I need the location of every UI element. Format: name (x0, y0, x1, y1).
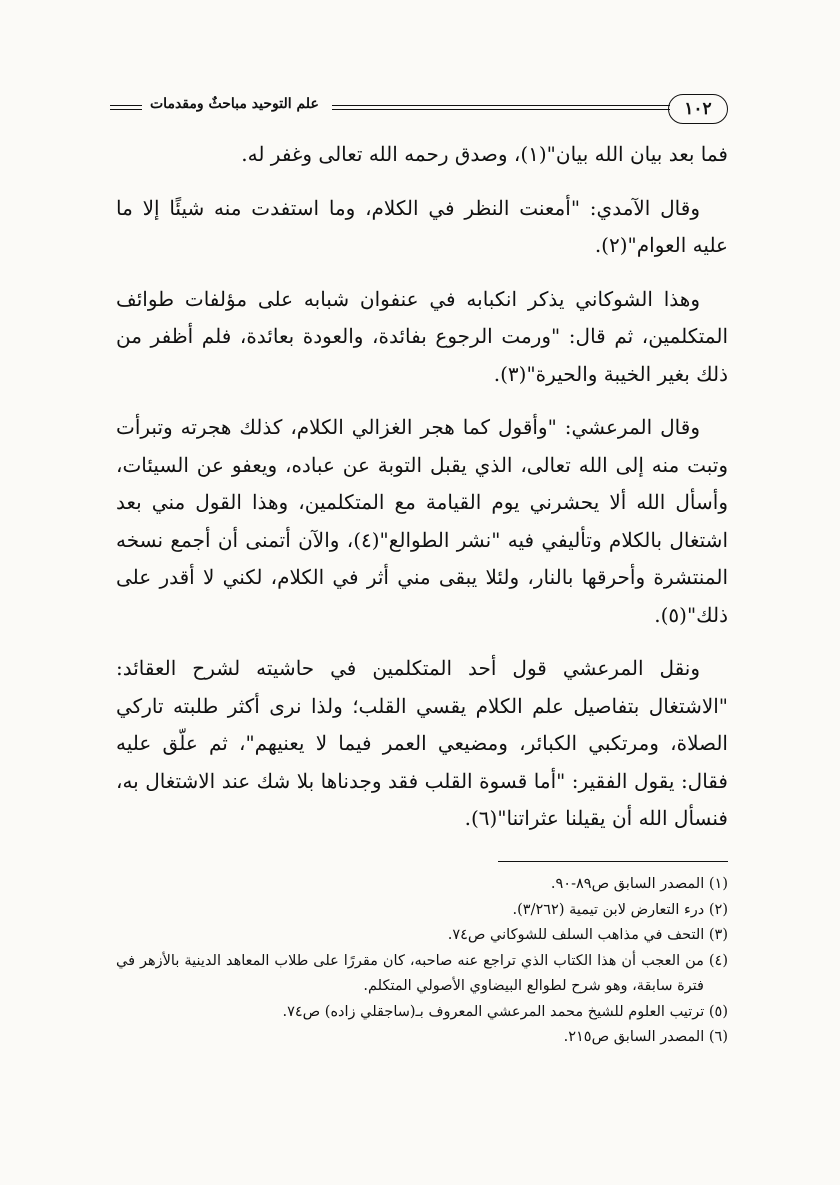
paragraph: فما بعد بيان الله بيان"(١)، وصدق رحمه الله تعالى وغفر له. (241, 142, 728, 166)
running-title: علم التوحيد مباحثٌ ومقدمات (150, 96, 319, 112)
footnote: (٤) من العجب أن هذا الكتاب الذي تراجع عنه صاحبه، كان مقررًا على طلاب المعاهد الدينية بالأزهر في فترة سابقة، وهو شرح لطوالع البيضاوي الأصولي المتكلم. (116, 952, 728, 994)
paragraph: ونقل المرعشي قول أحد المتكلمين في حاشيته لشرح العقائد: "الاشتغال بتفاصيل علم الكلام يقسي القلب؛ ولذا نرى أكثر طلبته تاركي الصلاة، ومرتكبي الكبائر، ومضيعي العمر فيما لا يعنيهم"، ثم علّق عليه فقال: يقول الفقير: "أما قسوة القلب فقد وجدناها بلا شك عند الاشتغال به، فنسأل الله أن يقيلنا عثراتنا"(٦). (116, 656, 728, 830)
header-rule (332, 105, 670, 110)
running-header (102, 88, 728, 132)
footnote-separator (498, 861, 728, 862)
footnotes (116, 872, 728, 1051)
paragraph: وقال الآمدي: "أمعنت النظر في الكلام، وما استفدت منه شيئًا إلا ما عليه العوام"(٢). (116, 195, 728, 257)
paragraph: وهذا الشوكاني يذكر انكبابه في عنفوان شبابه على مؤلفات طوائف المتكلمين، ثم قال: "ورمت الرجوع بفائدة، والعودة بعائدة، فلم أظفر من ذلك بغير الخيبة والحيرة"(٣). (116, 286, 728, 386)
footnote: (١) المصدر السابق ص٨٩-٩٠. (550, 876, 728, 892)
footnote: (٢) درء التعارض لابن تيمية (٣/٢٦٢). (512, 901, 728, 918)
body-text (116, 136, 728, 854)
footnote: (٥) ترتيب العلوم للشيخ محمد المرعشي المعروف بـ(ساجقلي زاده) ص٧٤. (282, 1003, 728, 1020)
header-rule-short (110, 105, 142, 110)
page-number: ١٠٢ (668, 94, 728, 124)
footnote: (٣) التحف في مذاهب السلف للشوكاني ص٧٤. (447, 927, 728, 943)
footnote: (٦) المصدر السابق ص٢١٥. (563, 1029, 728, 1045)
paragraph: وقال المرعشي: "وأقول كما هجر الغزالي الكلام، كذلك هجرته وتبرأت وتبت منه إلى الله تعالى، الذي يقبل التوبة عن عباده، ويعفو عن السيئات، وأسأل الله ألا يحشرني يوم القيامة مع المتكلمين، وهذا القول مني بعد اشتغال بالكلام وتأليفي فيه "نشر الطوالع"(٤)، والآن أتمنى أن أجمع نسخه المنتشرة وأحرقها بالنار، ولئلا يبقى مني أثر في الكلام، لكني لا أقدر على ذلك"(٥). (116, 415, 728, 627)
